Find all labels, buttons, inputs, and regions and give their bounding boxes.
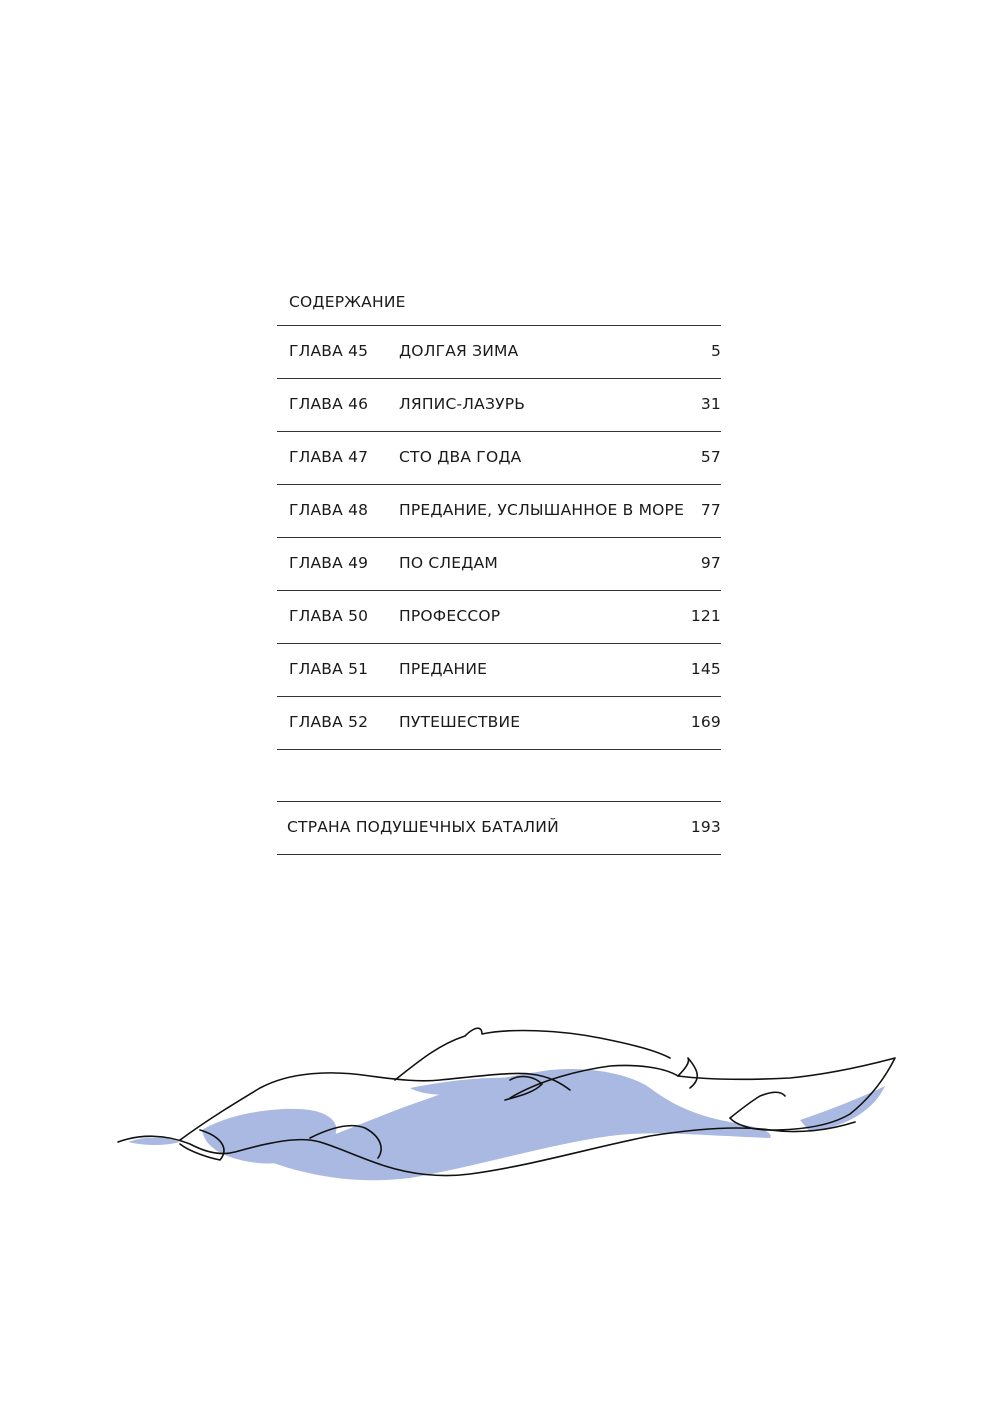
table-of-contents	[277, 280, 721, 855]
chapter-title: ДОЛГАЯ ЗИМА	[399, 342, 519, 360]
page-number: 57	[700, 448, 721, 466]
wave-illustration-icon	[110, 1018, 910, 1198]
chapter-number: ГЛАВА 51	[289, 660, 369, 678]
bonus-title: СТРАНА ПОДУШЕЧНЫХ БАТАЛИЙ	[287, 818, 559, 836]
chapter-title: ПУТЕШЕСТВИЕ	[399, 713, 521, 731]
wave-fill-center	[260, 1069, 771, 1180]
chapter-number: ГЛАВА 47	[289, 448, 369, 466]
chapter-title: СТО ДВА ГОДА	[399, 448, 522, 466]
chapter-title: ПРЕДАНИЕ, УСЛЫШАННОЕ В МОРЕ	[399, 501, 685, 519]
page-number: 193	[690, 818, 721, 836]
toc-entry-49[interactable]	[277, 538, 721, 591]
chapter-number: ГЛАВА 50	[289, 607, 369, 625]
toc-entry-47[interactable]	[277, 432, 721, 485]
chapter-title: ПРОФЕССОР	[399, 607, 501, 625]
toc-title: СОДЕРЖАНИЕ	[277, 280, 721, 326]
toc-entry-52[interactable]	[277, 697, 721, 750]
chapter-title: ПО СЛЕДАМ	[399, 554, 498, 572]
chapter-title: ПРЕДАНИЕ	[399, 660, 488, 678]
chapter-number: ГЛАВА 48	[289, 501, 369, 519]
page-number: 121	[690, 607, 721, 625]
chapter-number: ГЛАВА 45	[289, 342, 369, 360]
page-number: 31	[700, 395, 721, 413]
page-number: 169	[690, 713, 721, 731]
chapter-number: ГЛАВА 46	[289, 395, 369, 413]
chapter-number: ГЛАВА 49	[289, 554, 369, 572]
toc-entry-45[interactable]	[277, 326, 721, 379]
toc-entry-48[interactable]	[277, 485, 721, 538]
page-number: 97	[700, 554, 721, 572]
chapter-title: ЛЯПИС-ЛАЗУРЬ	[399, 395, 526, 413]
toc-entry-bonus[interactable]	[277, 802, 721, 855]
page-number: 145	[690, 660, 721, 678]
wave-outline-edge	[730, 1092, 785, 1118]
toc-separator	[277, 750, 721, 802]
page-number: 77	[700, 501, 721, 519]
chapter-number: ГЛАВА 52	[289, 713, 369, 731]
toc-entry-50[interactable]	[277, 591, 721, 644]
toc-entry-46[interactable]	[277, 379, 721, 432]
wave-outline-back	[395, 1028, 670, 1080]
page-number: 5	[710, 342, 721, 360]
toc-entry-51[interactable]	[277, 644, 721, 697]
